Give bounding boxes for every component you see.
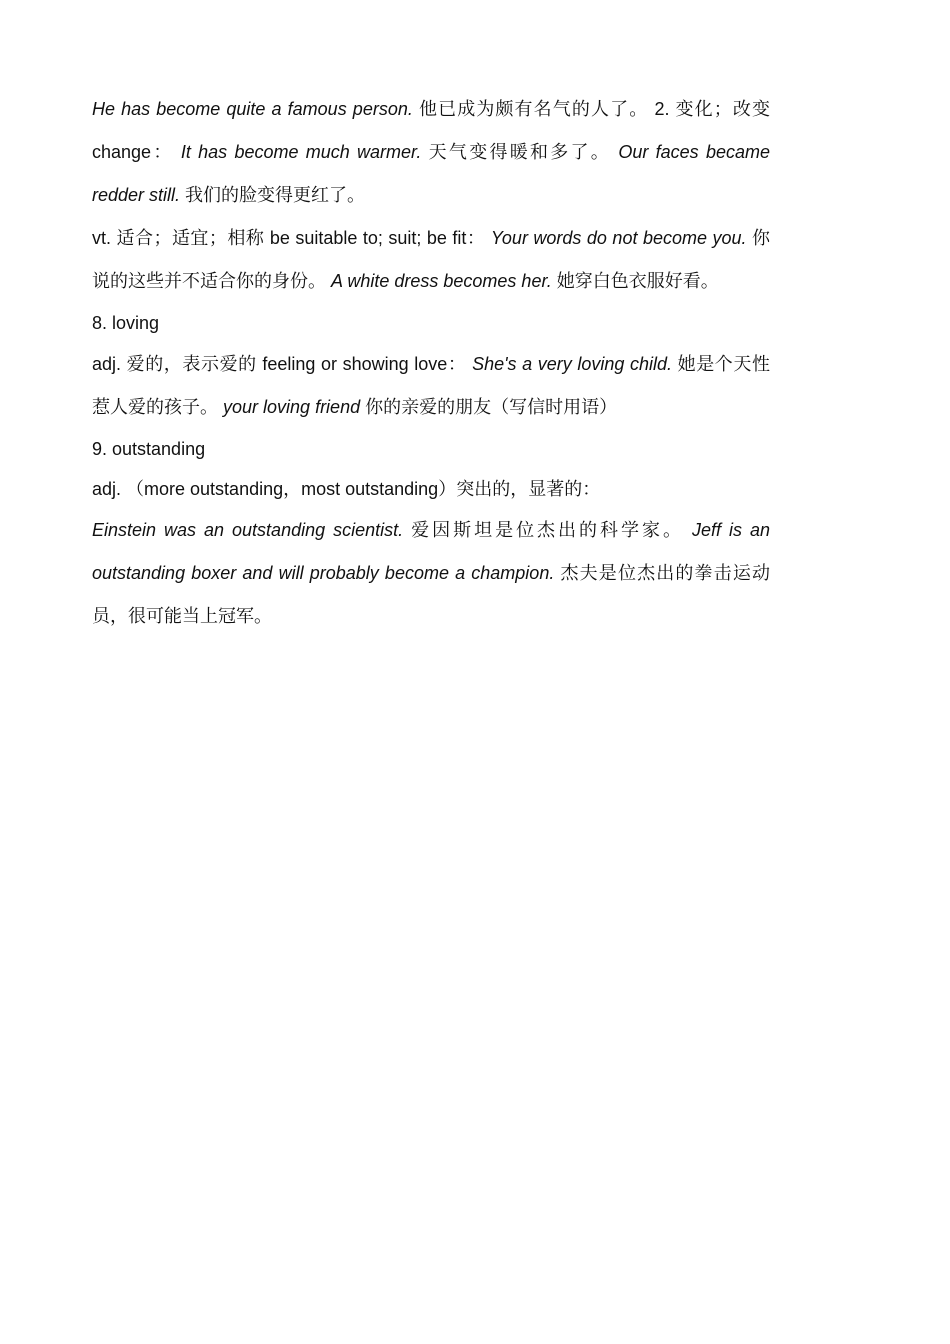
example-en: He has become quite a famous person.	[92, 99, 413, 119]
example-cn: 你说的这些并不适合你的身份。	[92, 228, 770, 292]
example-en: Einstein was an outstanding scientist.	[92, 520, 404, 540]
example-en: She's a very loving child.	[472, 354, 672, 374]
example-en: your loving friend	[223, 397, 361, 417]
example-cn: 她是个天性惹人爱的孩子。	[92, 354, 770, 418]
vt-definition: vt. 适合；适宜；相称 be suitable to; suit; be fit：	[92, 228, 486, 248]
example-cn: 你的亲爱的朋友（写信时用语）	[365, 397, 618, 418]
entry-heading-outstanding: 9. outstanding	[92, 439, 206, 459]
become-vt-paragraph	[92, 217, 770, 303]
example-en: A white dress becomes her.	[331, 271, 552, 291]
example-cn: 爱因斯坦是位杰出的科学家。	[411, 520, 684, 541]
outstanding-examples-paragraph	[92, 509, 770, 638]
example-cn: 她穿白色衣服好看。	[556, 271, 719, 292]
example-en: Jeff is an outstanding boxer and will probably become a champion.	[92, 520, 770, 583]
sense-label: 2. 变化；改变 change：	[92, 99, 771, 162]
loving-definition-paragraph	[92, 343, 770, 429]
definition: adj. 爱的，表示爱的 feeling or showing love：	[92, 354, 467, 374]
document-page	[92, 88, 770, 638]
example-cn: 他已成为颇有名气的人了。	[418, 99, 649, 120]
outstanding-definition: adj. （more outstanding，most outstanding）突出的，显著的：	[92, 479, 601, 499]
example-cn: 我们的脸变得更红了。	[185, 185, 366, 206]
become-examples-paragraph	[92, 88, 770, 217]
example-en: It has become much warmer.	[180, 142, 422, 162]
example-en: Your words do not become you.	[490, 228, 747, 248]
example-cn: 天气变得暖和多了。	[428, 142, 612, 163]
example-en: Our faces became redder still.	[92, 142, 770, 205]
example-cn: 杰夫是位杰出的拳击运动员，很可能当上冠军。	[92, 563, 771, 627]
entry-heading-loving: 8. loving	[92, 313, 160, 333]
